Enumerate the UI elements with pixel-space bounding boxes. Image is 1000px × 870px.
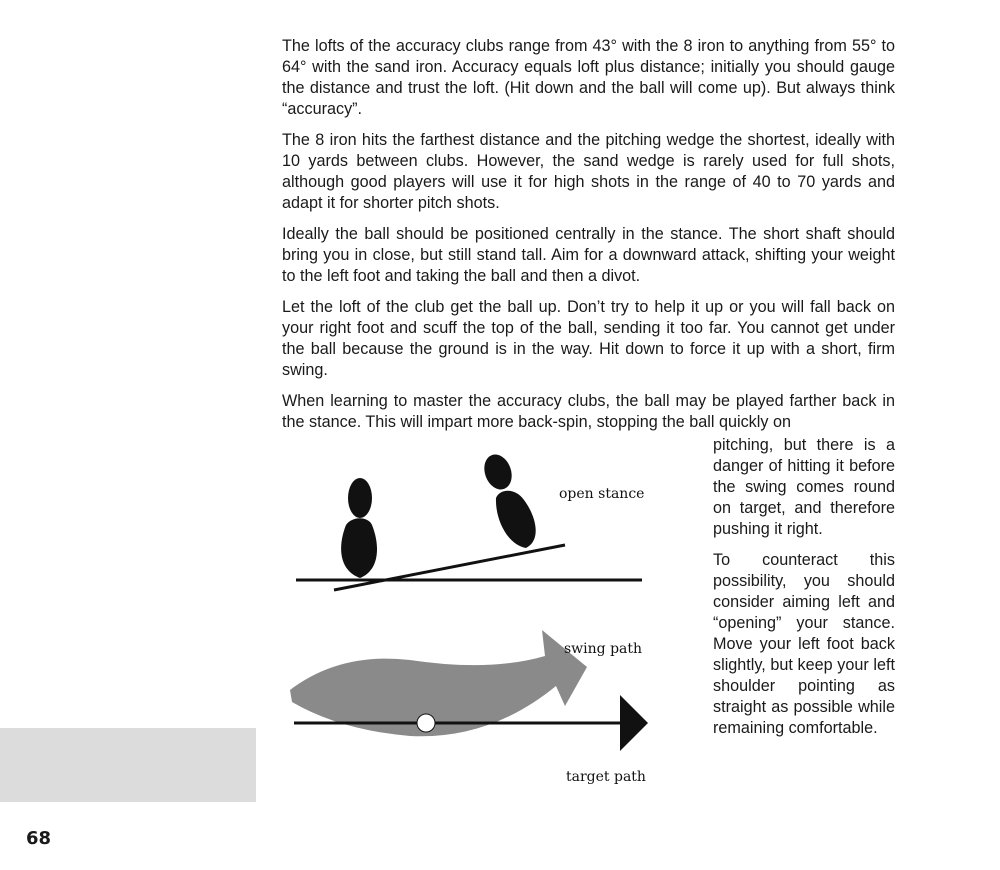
paragraph-learning: When learning to master the accuracy clubs, the ball may be played farther back in the stance. This will impart more back-spin, stopping the ball quickly on [282,392,895,431]
paragraph-lofts: The lofts of the accuracy clubs range from 43° with the 8 iron to anything from 55° to 64° with the sand iron. Accuracy equals loft plus distance; initially you should gauge the distance and trust the loft. (Hit down and the ball will come up). But always think “accuracy”. [282,37,895,118]
target-path-label: target path [566,769,646,785]
swing-path-label: swing path [564,641,643,657]
right-footprint-icon [480,451,536,548]
target-arrowhead-icon [620,695,648,751]
gray-margin-band [0,728,256,802]
paragraph-loft-up: Let the loft of the club get the ball up. Don’t try to help it up or you will fall back on your right foot and scuff the top of the ball, sending it too far. You cannot get under the ball because the ground is in the way. Hit down to force it up with a short, firm swing. [282,298,895,379]
paragraph-distances: The 8 iron hits the farthest distance and the pitching wedge the shortest, ideally with 10 yards between clubs. However, the sand wedge is rarely used for full shots, although good players will use it for high shots in the range of 40 to 70 yards and adapt it for shorter pitch shots. [282,131,895,212]
side-text-column [713,435,895,749]
ball-icon [417,714,435,732]
left-footprint-icon [341,478,377,578]
paragraph-counteract: To counteract this possibility, you should consider aiming left and “opening” your stance. Move your left foot back slightly, but keep your left shoulder pointing as straight as possible while remaining comfortable. [713,551,895,737]
main-text-column [282,36,895,443]
paragraph-ball-position: Ideally the ball should be positioned centrally in the stance. The short shaft should bring you in close, but still stand tall. Aim for a downward attack, shifting your weight to the left foot and taking the ball and then a divot. [282,225,895,285]
page-number: 68 [26,828,52,849]
open-stance-label: open stance [559,486,645,502]
swing-path-arrow [290,630,587,736]
paragraph-pitching: pitching, but there is a danger of hitting it before the swing comes round on target, and therefore pushing it right. [713,436,895,538]
